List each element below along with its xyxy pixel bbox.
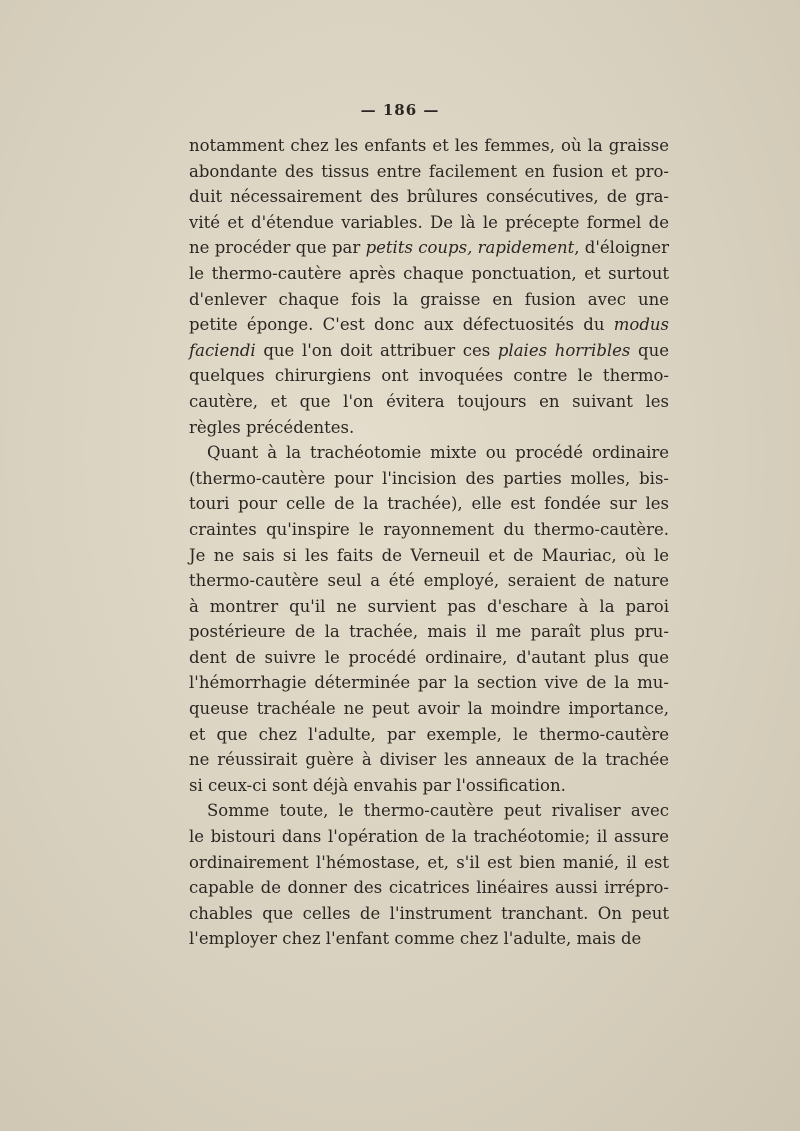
- text-line: vité et d'étendue variables. De là le précepte formel de: [189, 212, 669, 232]
- text-line: ne réussirait guère à diviser les anneaux de la trachée: [189, 750, 669, 770]
- text-line: chables que celles de l'instrument tranchant. On peut: [189, 903, 669, 923]
- text-line: (thermo-cautère pour l'incision des parties molles, bis-: [189, 468, 669, 488]
- text-line: postérieure de la trachée, mais il me paraît plus pru-: [189, 622, 669, 642]
- text-line: duit nécessairement des brûlures consécutives, de gra-: [189, 187, 669, 207]
- text-line: ordinairement l'hémostase, et, s'il est bien manié, il est: [189, 852, 669, 872]
- italic-phrase: faciendi: [189, 340, 256, 360]
- text-line: faciendi que l'on doit attribuer ces plaies horribles que: [189, 340, 669, 360]
- body-text: [189, 133, 669, 952]
- text-line: Quant à la trachéotomie mixte ou procédé ordinaire: [207, 443, 669, 463]
- text-line: notamment chez les enfants et les femmes, où la graisse: [189, 136, 669, 155]
- page-number: — 186 —: [360, 101, 440, 119]
- text-line: le thermo-cautère après chaque ponctuation, et surtout: [189, 263, 669, 283]
- text-line: règles précédentes.: [189, 417, 355, 437]
- text-line: thermo-cautère seul a été employé, seraient de nature: [189, 571, 669, 591]
- text-line: petite éponge. C'est donc aux défectuosités du modus: [189, 315, 669, 335]
- text-line: quelques chirurgiens ont invoquées contre le thermo-: [189, 366, 669, 386]
- text-line: à montrer qu'il ne survient pas d'eschare à la paroi: [189, 596, 669, 616]
- text-line: le bistouri dans l'opération de la trachéotomie; il assure: [189, 827, 669, 847]
- text-line: touri pour celle de la trachée), elle est fondée sur les: [189, 494, 669, 514]
- text-line: et que chez l'adulte, par exemple, le thermo-cautère: [189, 724, 669, 744]
- italic-phrase: petits coups, rapidement: [365, 238, 575, 258]
- text-line: abondante des tissus entre facilement en fusion et pro-: [189, 161, 669, 181]
- text-line: queuse trachéale ne peut avoir la moindre importance,: [189, 699, 669, 719]
- text-line: Je ne sais si les faits de Verneuil et de Mauriac, où le: [189, 545, 669, 565]
- text-line: l'employer chez l'enfant comme chez l'adulte, mais de: [189, 929, 642, 949]
- text-line: craintes qu'inspire le rayonnement du thermo-cautère.: [189, 519, 669, 539]
- text-line: dent de suivre le procédé ordinaire, d'autant plus que: [189, 647, 669, 667]
- text-line: si ceux-ci sont déjà envahis par l'ossification.: [189, 775, 566, 795]
- italic-phrase: modus: [613, 315, 669, 335]
- text-line: cautère, et que l'on évitera toujours en suivant les: [189, 391, 669, 411]
- text-line: Somme toute, le thermo-cautère peut rivaliser avec: [207, 801, 669, 821]
- text-line: capable de donner des cicatrices linéaires aussi irrépro-: [189, 878, 669, 898]
- text-line: ne procéder que par petits coups, rapidement, d'éloigner: [189, 238, 669, 258]
- text-line: d'enlever chaque fois la graisse en fusion avec une: [189, 289, 669, 309]
- text-line: l'hémorrhagie déterminée par la section vive de la mu-: [189, 673, 669, 693]
- italic-phrase: plaies horribles: [497, 340, 631, 360]
